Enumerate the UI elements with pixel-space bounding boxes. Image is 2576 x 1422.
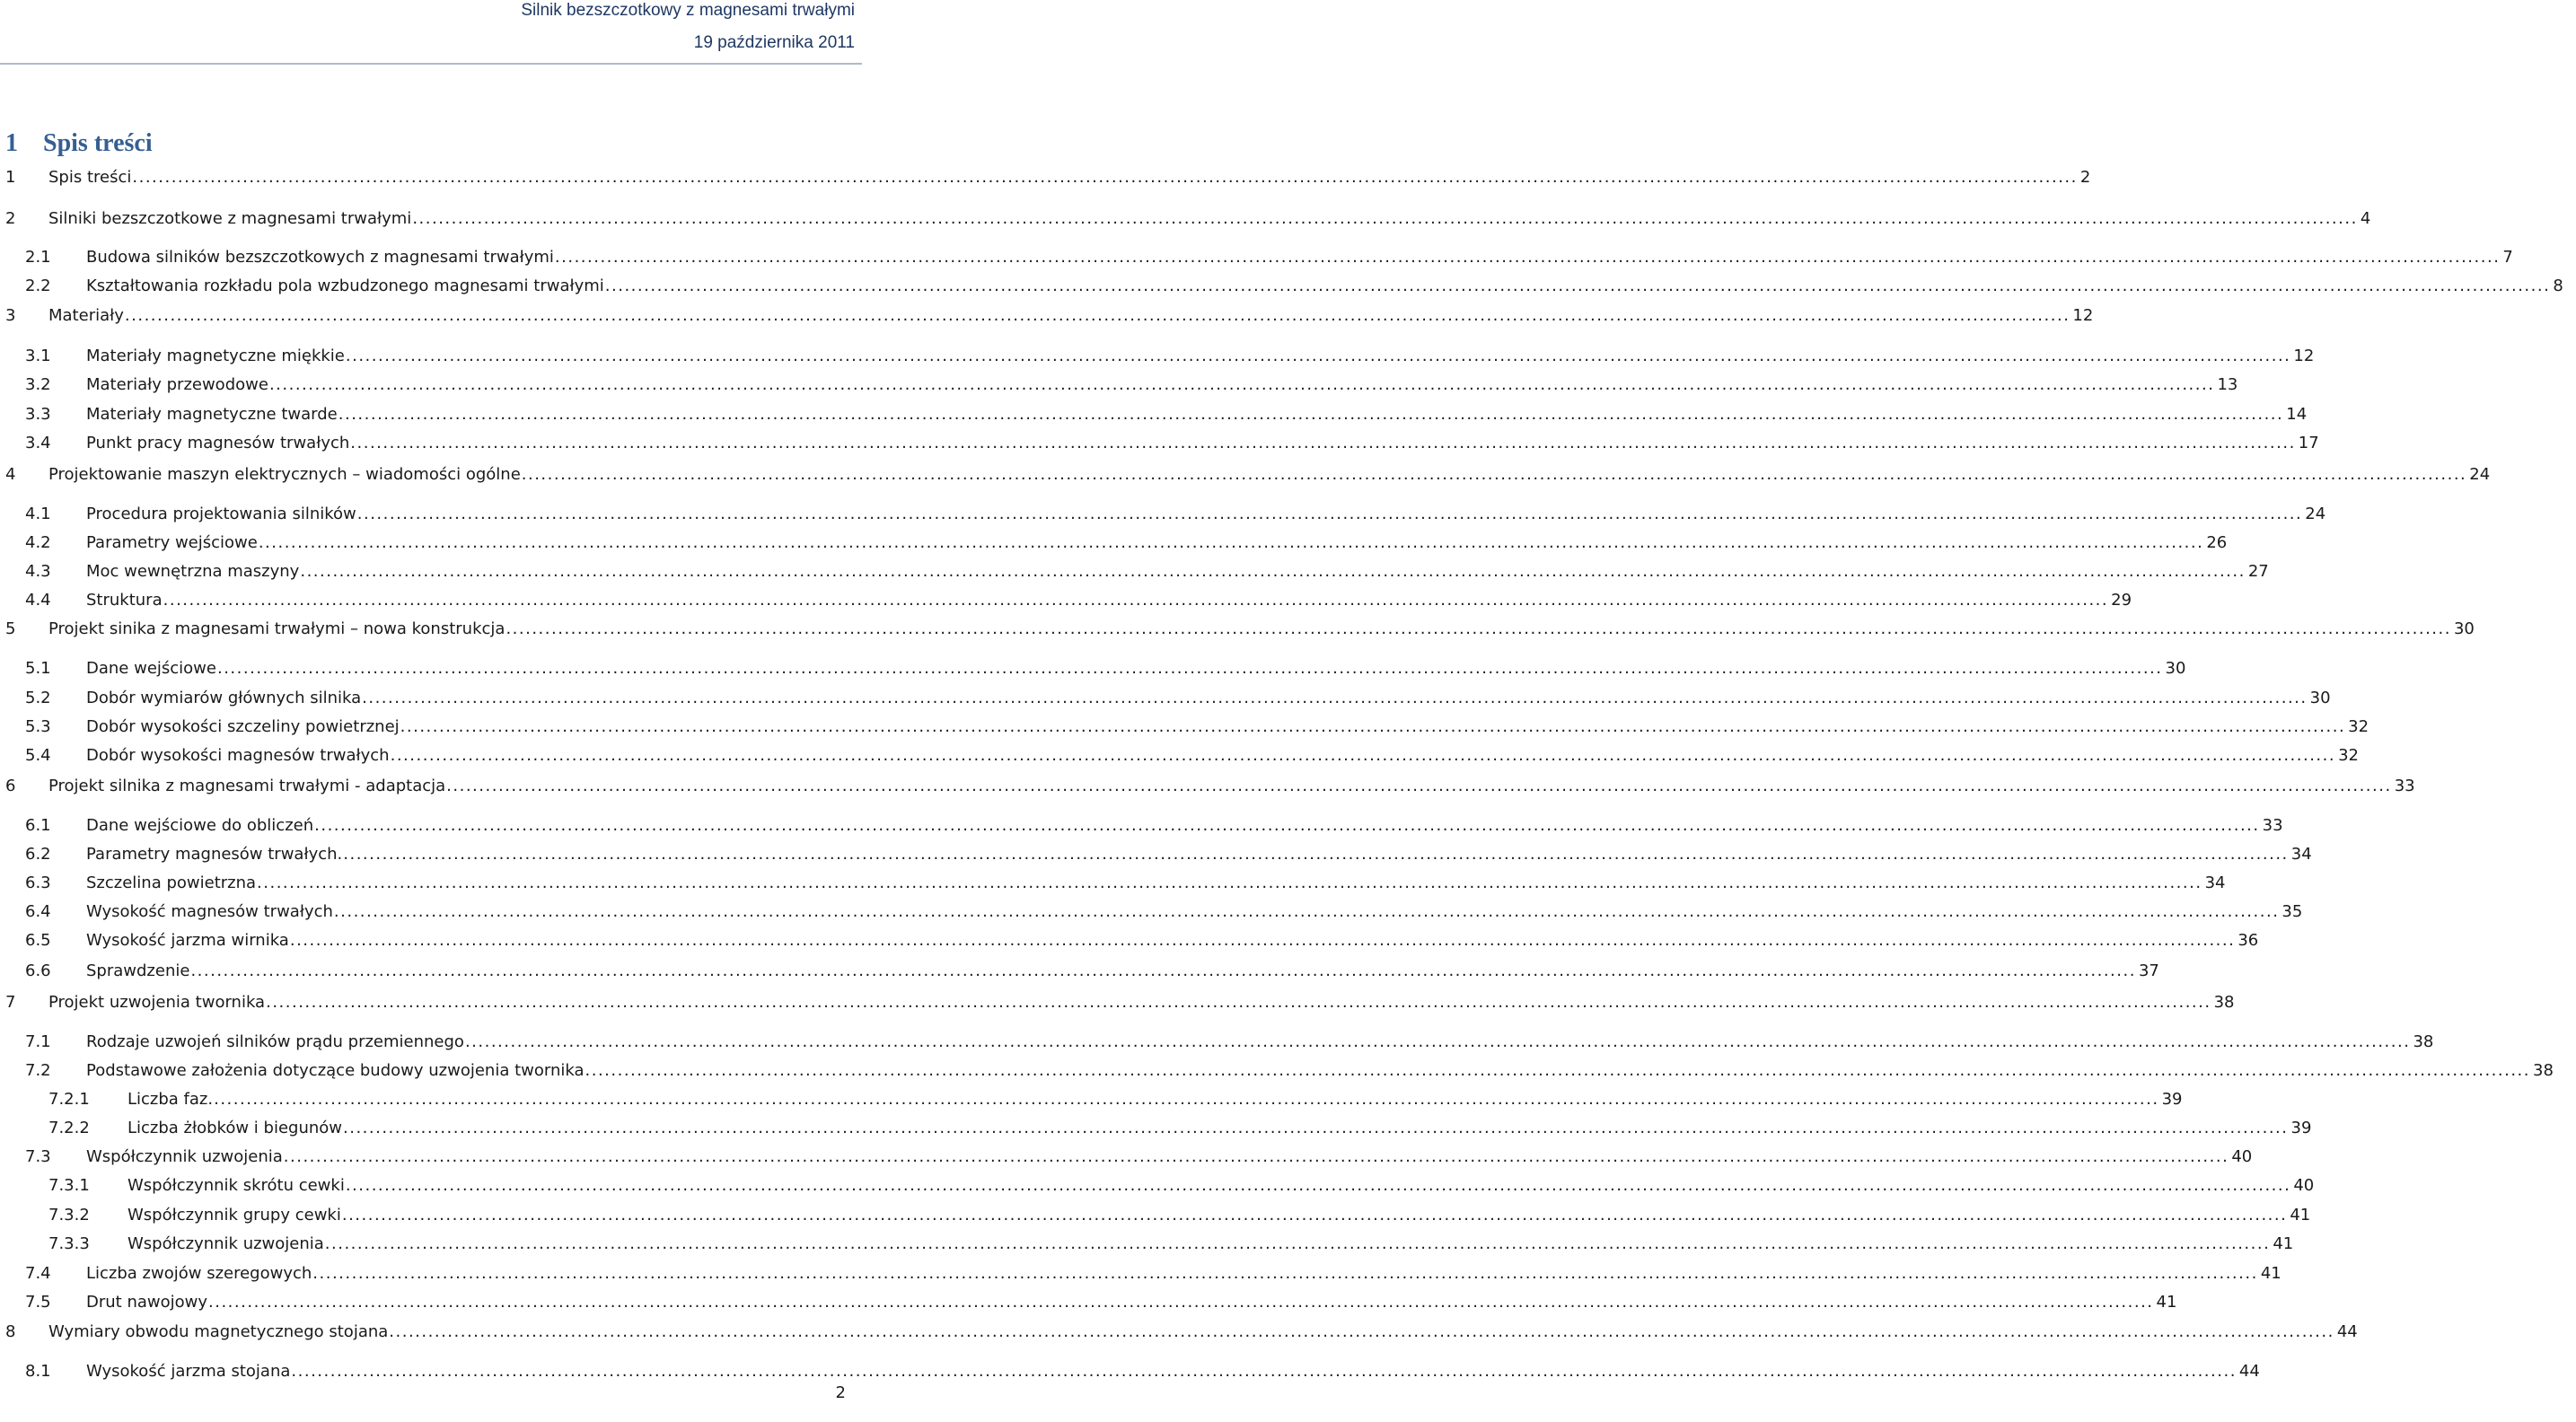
toc-entry-leader: ............................................................................................................................................................................................................................................................................................................ [314,816,2260,835]
toc-entry[interactable] [0,775,2415,798]
toc-entry-leader: ............................................................................................................................................................................................................................................................................................................ [257,873,2202,892]
toc-entry-leader: ............................................................................................................................................................................................................................................................................................................ [554,248,2501,267]
toc-entry-leader: ............................................................................................................................................................................................................................................................................................................ [132,168,2078,187]
toc-entry-number: 7.2.2 [48,1119,90,1137]
toc-entry-page: 13 [2217,375,2238,394]
toc-entry-leader: ............................................................................................................................................................................................................................................................................................................ [345,347,2291,365]
toc-entry-number: 6.2 [25,845,51,864]
running-header-date: 19 października 2011 [693,33,855,52]
toc-entry-number: 3 [5,306,16,325]
toc-entry-page: 29 [2111,591,2132,610]
toc-entry-leader: ............................................................................................................................................................................................................................................................................................................ [208,1293,2154,1312]
toc-entry-page: 39 [2290,1119,2312,1137]
toc-entry-leader: ............................................................................................................................................................................................................................................................................................................ [464,1032,2411,1051]
toc-entry-number: 5.4 [25,746,51,765]
toc-entry-page: 34 [2290,845,2312,864]
toc-entry[interactable] [0,373,2238,397]
toc-entry-number: 8.1 [25,1362,51,1381]
toc-entry-page: 30 [2165,659,2186,678]
toc-entry-leader: ............................................................................................................................................................................................................................................................................................................ [124,306,2070,325]
toc-entry-number: 4.4 [25,591,51,610]
toc-entry-leader: ............................................................................................................................................................................................................................................................................................................ [350,434,2296,452]
toc-entry-number: 7.2 [25,1061,51,1080]
toc-entry-title: Dane wejściowe [86,659,216,678]
toc-entry[interactable] [0,900,2303,924]
toc-entry-title: Struktura [86,591,163,610]
toc-entry-title: Współczynnik grupy cewki [127,1206,341,1224]
toc-entry-number: 7 [5,993,16,1012]
toc-entry-page: 4 [2360,209,2371,228]
toc-entry-number: 7.1 [25,1032,51,1051]
toc-heading [5,129,153,158]
toc-entry-number: 3.1 [25,347,51,365]
toc-entry-title: Dobór wymiarów głównych silnika [86,689,362,707]
toc-entry[interactable] [0,843,2312,866]
toc-entry-number: 2 [5,209,16,228]
toc-entry-page: 34 [2204,873,2226,892]
toc-entry[interactable] [0,403,2308,426]
toc-entry-number: 6.1 [25,816,51,835]
toc-entry[interactable] [0,1321,2358,1344]
toc-entry-page: 41 [2273,1234,2294,1253]
toc-entry-title: Sprawdzenie [86,961,190,980]
toc-entry-title: Szczelina powietrzna [86,873,257,892]
toc-entry-page: 14 [2286,405,2308,424]
toc-entry-leader: ............................................................................................................................................................................................................................................................................................................ [300,562,2246,581]
toc-entry-leader: ............................................................................................................................................................................................................................................................................................................ [216,659,2163,678]
toc-entry-title: Projektowanie maszyn elektrycznych – wiadomości ogólne [48,465,521,484]
toc-entry-title: Procedura projektowania silników [86,505,356,523]
toc-entry-number: 2.2 [25,276,51,295]
toc-entry-number: 1 [5,168,16,187]
toc-entry[interactable] [0,991,2235,1014]
toc-entry-title: Projekt sinika z magnesami trwałymi – nowa konstrukcja [48,619,506,638]
toc-entry-title: Silniki bezszczotkowe z magnesami trwałymi [48,209,412,228]
toc-entry-title: Rodzaje uzwojeń silników prądu przemiennego [86,1032,464,1051]
toc-entry-number: 5.1 [25,659,51,678]
toc-entry-number: 6.6 [25,961,51,980]
toc-entry-leader: ............................................................................................................................................................................................................................................................................................................ [356,505,2303,523]
toc-entry-title: Podstawowe założenia dotyczące budowy uzwojenia twornika [86,1061,585,1080]
toc-entry-page: 12 [2293,347,2315,365]
toc-entry-number: 4.2 [25,533,51,552]
toc-entry[interactable] [0,1117,2312,1140]
toc-entry-leader: ............................................................................................................................................................................................................................................................................................................ [324,1234,2271,1253]
toc-entry-leader: ............................................................................................................................................................................................................................................................................................................ [521,465,2467,484]
toc-entry-number: 4.1 [25,505,51,523]
toc-entry-leader: ............................................................................................................................................................................................................................................................................................................ [266,993,2211,1012]
toc-entry-page: 40 [2293,1176,2315,1195]
toc-entry-title: Dobór wysokości magnesów trwałych [86,746,390,765]
toc-entry-title: Projekt uzwojenia twornika [48,993,266,1012]
toc-entry-number: 6.4 [25,902,51,921]
toc-entry-number: 7.3.3 [48,1234,90,1253]
toc-entry[interactable] [0,503,2326,526]
toc-entry-number: 5.2 [25,689,51,707]
toc-entry-number: 3.2 [25,375,51,394]
toc-entry-page: 17 [2298,434,2319,452]
toc-entry-title: Współczynnik skrótu cewki [127,1176,345,1195]
toc-entry[interactable] [0,1233,2294,1256]
toc-entry-page: 36 [2238,931,2259,950]
toc-entry-number: 4 [5,465,16,484]
toc-entry-number: 7.4 [25,1264,51,1283]
toc-entry-page: 39 [2161,1090,2183,1109]
toc-entry-title: Współczynnik uzwojenia [86,1147,283,1166]
running-header-title: Silnik bezszczotkowy z magnesami trwałymi [521,1,855,20]
toc-entry-leader: ............................................................................................................................................................................................................................................................................................................ [585,1061,2531,1080]
toc-entry[interactable] [0,463,2491,487]
toc-entry-title: Wysokość jarzma stojana [86,1362,291,1381]
toc-entry[interactable] [0,1262,2281,1286]
toc-entry-page: 24 [2305,505,2326,523]
toc-entry-leader: ............................................................................................................................................................................................................................................................................................................ [338,405,2284,424]
page-number: 2 [835,1383,846,1402]
toc-entry-title: Wymiary obwodu magnetycznego stojana [48,1322,389,1341]
toc-entry-title: Współczynnik uzwojenia [127,1234,324,1253]
toc-entry-page: 27 [2247,562,2269,581]
toc-entry[interactable] [0,1031,2434,1054]
toc-entry-leader: ............................................................................................................................................................................................................................................................................................................ [214,1090,2159,1109]
toc-entry-page: 7 [2502,248,2513,267]
toc-entry[interactable] [0,1088,2183,1111]
toc-entry-leader: ............................................................................................................................................................................................................................................................................................................ [412,209,2358,228]
toc-entry-title: Moc wewnętrzna maszyny [86,562,300,581]
toc-entry-page: 38 [2533,1061,2554,1080]
toc-heading-title: Spis treści [43,129,153,157]
toc-entry-leader: ............................................................................................................................................................................................................................................................................................................ [163,591,2109,610]
toc-entry-page: 33 [2394,777,2415,795]
toc-entry[interactable] [0,432,2319,455]
toc-entry-number: 5.3 [25,717,51,736]
toc-entry-number: 6.3 [25,873,51,892]
toc-heading-number: 1 [5,129,18,157]
toc-entry[interactable] [0,1360,2260,1383]
toc-entry-page: 30 [2453,619,2475,638]
toc-entry[interactable] [0,1204,2311,1227]
toc-entry-leader: ............................................................................................................................................................................................................................................................................................................ [312,1264,2258,1283]
toc-entry[interactable] [0,872,2226,895]
toc-entry-leader: ............................................................................................................................................................................................................................................................................................................ [341,1206,2288,1224]
toc-entry-title: Wysokość magnesów trwałych [86,902,333,921]
toc-entry[interactable] [0,560,2269,584]
toc-entry-page: 40 [2231,1147,2253,1166]
toc-entry[interactable] [0,929,2259,952]
toc-entry-number: 3.4 [25,434,51,452]
toc-entry-number: 4.3 [25,562,51,581]
toc-entry[interactable] [0,1146,2253,1169]
header-divider [0,63,862,65]
toc-entry-leader: ............................................................................................................................................................................................................................................................................................................ [291,1362,2237,1381]
toc-entry-number: 7.3.1 [48,1176,90,1195]
toc-entry-page: 32 [2338,746,2360,765]
toc-entry-page: 37 [2138,961,2159,980]
toc-entry-title: Materiały [48,306,124,325]
toc-entry[interactable] [0,207,2371,231]
toc-entry-number: 6.5 [25,931,51,950]
toc-entry[interactable] [0,657,2186,680]
toc-entry-page: 41 [2260,1264,2281,1283]
toc-entry-number: 7.3 [25,1147,51,1166]
toc-entry[interactable] [0,960,2159,983]
toc-entry[interactable] [0,715,2369,739]
toc-entry[interactable] [0,1059,2554,1083]
toc-entry-page: 44 [2238,1362,2260,1381]
toc-entry-leader: ............................................................................................................................................................................................................................................................................................................ [446,777,2392,795]
toc-entry-leader: ............................................................................................................................................................................................................................................................................................................ [343,1119,2289,1137]
toc-entry-title: Dane wejściowe do obliczeń [86,816,314,835]
toc-entry-number: 2.1 [25,248,51,267]
toc-entry[interactable] [0,814,2283,838]
toc-entry-title: Budowa silników bezszczotkowych z magnesami trwałymi [86,248,554,267]
toc-entry-title: Dobór wysokości szczeliny powietrznej [86,717,400,736]
toc-entry-page: 44 [2336,1322,2358,1341]
toc-entry[interactable] [0,345,2315,368]
toc-entry[interactable] [0,618,2475,641]
toc-entry-number: 7.3.2 [48,1206,90,1224]
toc-entry-page: 2 [2079,168,2091,187]
toc-entry-title: Materiały magnetyczne twarde [86,405,338,424]
toc-entry[interactable] [0,1291,2177,1314]
toc-entry[interactable] [0,744,2360,768]
toc-entry-page: 33 [2262,816,2283,835]
toc-entry-leader: ............................................................................................................................................................................................................................................................................................................ [345,1176,2291,1195]
toc-entry[interactable] [0,531,2228,555]
toc-entry-leader: ............................................................................................................................................................................................................................................................................................................ [258,533,2204,552]
toc-entry-leader: ............................................................................................................................................................................................................................................................................................................ [333,902,2280,921]
toc-entry-page: 24 [2469,465,2491,484]
toc-entry-title: Spis treści [48,168,132,187]
toc-entry-leader: ............................................................................................................................................................................................................................................................................................................ [268,375,2215,394]
toc-entry-title: Punkt pracy magnesów trwałych [86,434,350,452]
toc-entry-page: 41 [2156,1293,2177,1312]
toc-entry-title: Projekt silnika z magnesami trwałymi - adaptacja [48,777,446,795]
toc-entry[interactable] [0,589,2132,612]
toc-entry-leader: ............................................................................................................................................................................................................................................................................................................ [389,1322,2334,1341]
toc-entry-title: Wysokość jarzma wirnika [86,931,289,950]
toc-entry-leader: ............................................................................................................................................................................................................................................................................................................ [343,845,2289,864]
toc-entry[interactable] [0,687,2331,710]
toc-entry-leader: ............................................................................................................................................................................................................................................................................................................ [390,746,2336,765]
toc-entry-title: Kształtowania rozkładu pola wzbudzonego magnesami trwałymi [86,276,604,295]
toc-entry-title: Parametry wejściowe [86,533,258,552]
toc-entry-number: 3.3 [25,405,51,424]
toc-entry-title: Materiały przewodowe [86,375,268,394]
toc-entry[interactable] [0,166,2091,189]
toc-entry-title: Materiały magnetyczne miękkie [86,347,345,365]
toc-entry-page: 12 [2072,306,2094,325]
toc-entry-leader: ............................................................................................................................................................................................................................................................................................................ [289,931,2236,950]
toc-entry-leader: ............................................................................................................................................................................................................................................................................................................ [190,961,2136,980]
toc-entry-page: 35 [2281,902,2303,921]
toc-entry-number: 7.5 [25,1293,51,1312]
toc-entry-title: Liczba faz. [127,1090,214,1109]
toc-entry-title: Parametry magnesów trwałych. [86,845,343,864]
toc-entry[interactable] [0,304,2094,328]
toc-entry[interactable] [0,1174,2315,1198]
toc-entry-page: 38 [2413,1032,2434,1051]
toc-entry-page: 41 [2290,1206,2311,1224]
toc-entry[interactable] [0,246,2513,269]
toc-entry-number: 7.2.1 [48,1090,90,1109]
toc-entry-leader: ............................................................................................................................................................................................................................................................................................................ [506,619,2451,638]
toc-entry-leader: ............................................................................................................................................................................................................................................................................................................ [604,276,2551,295]
toc-entry-page: 30 [2309,689,2331,707]
toc-entry[interactable] [0,275,2563,298]
toc-entry-number: 6 [5,777,16,795]
toc-entry-leader: ............................................................................................................................................................................................................................................................................................................ [400,717,2346,736]
toc-entry-title: Drut nawojowy [86,1293,208,1312]
toc-entry-page: 32 [2348,717,2369,736]
toc-entry-leader: ............................................................................................................................................................................................................................................................................................................ [283,1147,2229,1166]
toc-entry-page: 8 [2553,276,2563,295]
toc-entry-number: 5 [5,619,16,638]
toc-entry-title: Liczba żłobków i biegunów [127,1119,342,1137]
toc-entry-page: 26 [2206,533,2228,552]
toc-entry-page: 38 [2213,993,2235,1012]
toc-entry-number: 8 [5,1322,16,1341]
toc-entry-title: Liczba zwojów szeregowych [86,1264,312,1283]
toc-entry-leader: ............................................................................................................................................................................................................................................................................................................ [362,689,2308,707]
